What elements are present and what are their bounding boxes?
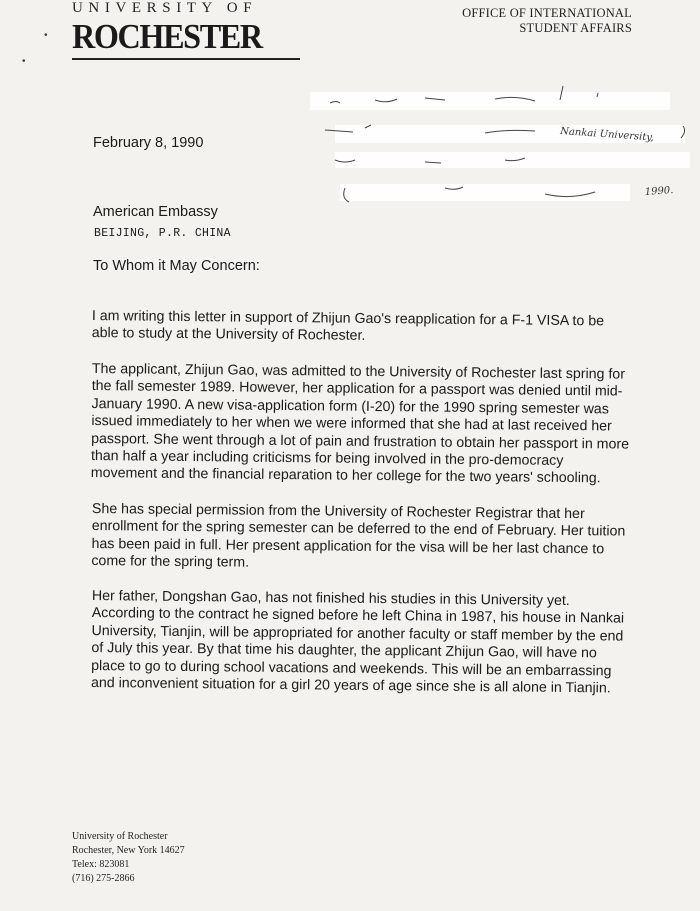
body-paragraph-1: I am writing this letter in support of Zhijun Gao's reapplication for a F-1 VISA to be able to study at the University of Rochester. <box>91 308 605 345</box>
footer-city: Rochester, New York 14627 <box>72 845 185 856</box>
letter-body <box>92 308 632 711</box>
letter-date: February 8, 1990 <box>93 135 204 151</box>
handwriting-year: 1990. <box>644 185 674 198</box>
salutation: To Whom it May Concern: <box>93 258 260 274</box>
stray-mark: • <box>44 30 48 41</box>
body-paragraph-4: Her father, Dongshan Gao, has not finished his studies in this University yet. According to the contract he signed before he left China in 1987, his house in Nankai University, Tianjin, will be appropriated for another faculty or staff member by the end of July this year. By that time his daughter, the applicant Zhijun Gao, will have no place to go to during school vacations and weekends. This will be an embarrassing and inconvenient situation for a girl 20 years of age since she is all alone in Tianjin. <box>90 588 625 697</box>
recipient-address: BEIJING, P.R. CHINA <box>94 227 231 240</box>
letterhead-footer <box>72 830 185 886</box>
office-line-1: OFFICE OF INTERNATIONAL <box>462 6 632 20</box>
logo-university-of: UNIVERSITY OF <box>72 0 258 16</box>
office-line-2: STUDENT AFFAIRS <box>519 21 632 35</box>
handwriting-fragment: Nankai University, <box>559 126 655 144</box>
redaction-strip <box>310 92 670 110</box>
footer-institution: University of Rochester <box>72 831 168 842</box>
office-heading <box>462 6 632 36</box>
body-paragraph-2: The applicant, Zhijun Gao, was admitted to the University of Rochester last spring for the fall semester 1989. However, her application for a passport was denied until mid-January 1990. A new visa-application form (I-20) for the 1990 spring semester was issued immediately to her when we were informed that she had at last received her passport. She went through a lot of pain and frustration to obtain her passport in more than half a year including criticisms for being involved in the pro-democracy movement and the financial reparation to her college for the two years' schooling. <box>90 360 630 487</box>
body-paragraph-3: She has special permission from the University of Rochester Registrar that her enrollment for the spring semester can be deferred to the end of February. Her tuition has been paid in full. Her present application for the visa will be her last chance to come for the spring term. <box>91 500 626 571</box>
footer-telex: Telex: 823081 <box>72 859 130 870</box>
recipient-name: American Embassy <box>93 204 218 220</box>
logo-rochester: ROCHESTER <box>72 17 262 56</box>
university-logo <box>72 0 304 60</box>
logo-underline <box>72 58 300 60</box>
footer-phone: (716) 275-2866 <box>72 873 135 884</box>
stray-mark: • <box>22 56 26 67</box>
redacted-handwritten-note <box>305 78 695 218</box>
redaction-strip <box>340 184 630 201</box>
redaction-strip <box>335 152 690 168</box>
